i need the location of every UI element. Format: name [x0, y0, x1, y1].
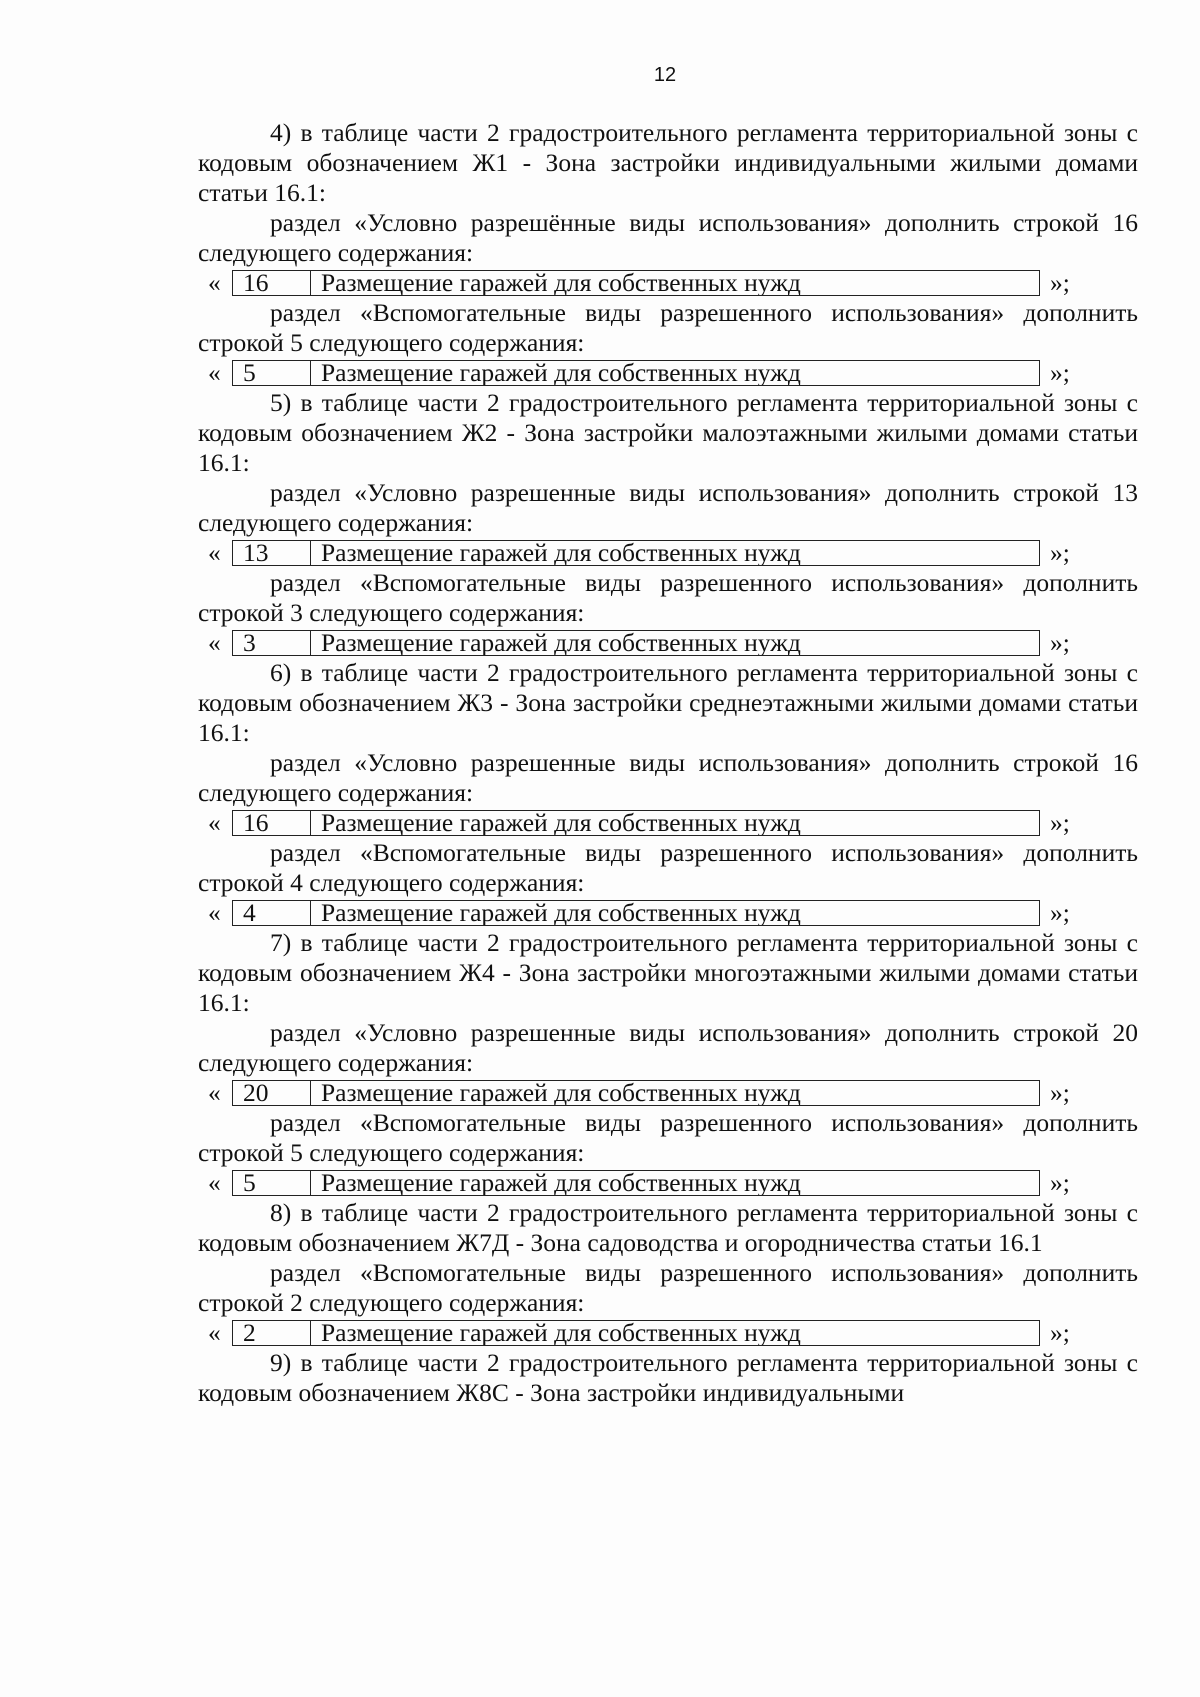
table-row-box	[232, 270, 1040, 296]
inserted-table-row	[208, 628, 1138, 658]
closing-quote: »;	[1050, 1078, 1070, 1107]
paragraph: раздел «Вспомогательные виды разрешенного использования» дополнить строкой 5 следующего содержания:	[198, 1108, 1138, 1167]
page-number: 12	[653, 64, 677, 86]
closing-quote: »;	[1050, 808, 1070, 837]
row-text-cell: Размещение гаражей для собственных нужд	[321, 1321, 801, 1345]
inserted-table-row	[208, 358, 1138, 388]
opening-quote: «	[208, 268, 221, 297]
table-row-box	[232, 630, 1040, 656]
closing-quote: »;	[1050, 898, 1070, 927]
paragraph: раздел «Условно разрешенные виды использования» дополнить строкой 16 следующего содержания:	[198, 748, 1138, 807]
paragraph: раздел «Условно разрешенные виды использования» дополнить строкой 20 следующего содержания:	[198, 1018, 1138, 1077]
row-text-cell: Размещение гаражей для собственных нужд	[321, 541, 801, 565]
paragraph: 8) в таблице части 2 градостроительного регламента территориальной зоны с кодовым обозначением Ж7Д - Зона садоводства и огородничества статьи 16.1	[198, 1198, 1138, 1257]
opening-quote: «	[208, 1078, 221, 1107]
paragraph: раздел «Вспомогательные виды разрешенного использования» дополнить строкой 4 следующего содержания:	[198, 838, 1138, 897]
inserted-table-row	[208, 898, 1138, 928]
opening-quote: «	[208, 808, 221, 837]
table-row-box	[232, 810, 1040, 836]
row-number-cell: 20	[233, 1081, 311, 1105]
row-text-cell: Размещение гаражей для собственных нужд	[321, 1171, 801, 1195]
closing-quote: »;	[1050, 358, 1070, 387]
row-number-cell: 5	[233, 1171, 311, 1195]
document-body	[198, 118, 1138, 1408]
table-row-box	[232, 360, 1040, 386]
paragraph: 4) в таблице части 2 градостроительного регламента территориальной зоны с кодовым обозначением Ж1 - Зона застройки индивидуальными жилыми домами статьи 16.1:	[198, 118, 1138, 207]
row-text-cell: Размещение гаражей для собственных нужд	[321, 361, 801, 385]
closing-quote: »;	[1050, 628, 1070, 657]
inserted-table-row	[208, 1168, 1138, 1198]
inserted-table-row	[208, 1318, 1138, 1348]
opening-quote: «	[208, 358, 221, 387]
row-text-cell: Размещение гаражей для собственных нужд	[321, 631, 801, 655]
paragraph: 7) в таблице части 2 градостроительного регламента территориальной зоны с кодовым обозначением Ж4 - Зона застройки многоэтажными жилыми домами статьи 16.1:	[198, 928, 1138, 1017]
row-number-cell: 4	[233, 901, 311, 925]
paragraph: 5) в таблице части 2 градостроительного регламента территориальной зоны с кодовым обозначением Ж2 - Зона застройки малоэтажными жилыми домами статьи 16.1:	[198, 388, 1138, 477]
row-number-cell: 16	[233, 811, 311, 835]
table-row-box	[232, 1170, 1040, 1196]
closing-quote: »;	[1050, 538, 1070, 567]
inserted-table-row	[208, 1078, 1138, 1108]
table-row-box	[232, 1080, 1040, 1106]
paragraph: раздел «Вспомогательные виды разрешенного использования» дополнить строкой 3 следующего содержания:	[198, 568, 1138, 627]
paragraph: раздел «Вспомогательные виды разрешенного использования» дополнить строкой 2 следующего содержания:	[198, 1258, 1138, 1317]
row-text-cell: Размещение гаражей для собственных нужд	[321, 901, 801, 925]
table-row-box	[232, 540, 1040, 566]
closing-quote: »;	[1050, 1318, 1070, 1347]
closing-quote: »;	[1050, 1168, 1070, 1197]
row-text-cell: Размещение гаражей для собственных нужд	[321, 1081, 801, 1105]
table-row-box	[232, 900, 1040, 926]
opening-quote: «	[208, 898, 221, 927]
paragraph: раздел «Условно разрешенные виды использования» дополнить строкой 13 следующего содержания:	[198, 478, 1138, 537]
inserted-table-row	[208, 808, 1138, 838]
opening-quote: «	[208, 1168, 221, 1197]
row-number-cell: 2	[233, 1321, 311, 1345]
inserted-table-row	[208, 268, 1138, 298]
row-number-cell: 13	[233, 541, 311, 565]
table-row-box	[232, 1320, 1040, 1346]
row-text-cell: Размещение гаражей для собственных нужд	[321, 271, 801, 295]
row-number-cell: 5	[233, 361, 311, 385]
opening-quote: «	[208, 538, 221, 567]
closing-quote: »;	[1050, 268, 1070, 297]
paragraph: 9) в таблице части 2 градостроительного регламента территориальной зоны с кодовым обозначением Ж8С - Зона застройки индивидуальными	[198, 1348, 1138, 1407]
row-text-cell: Размещение гаражей для собственных нужд	[321, 811, 801, 835]
opening-quote: «	[208, 628, 221, 657]
row-number-cell: 3	[233, 631, 311, 655]
opening-quote: «	[208, 1318, 221, 1347]
paragraph: раздел «Условно разрешённые виды использования» дополнить строкой 16 следующего содержания:	[198, 208, 1138, 267]
paragraph: 6) в таблице части 2 градостроительного регламента территориальной зоны с кодовым обозначением Ж3 - Зона застройки среднеэтажными жилыми домами статьи 16.1:	[198, 658, 1138, 747]
inserted-table-row	[208, 538, 1138, 568]
paragraph: раздел «Вспомогательные виды разрешенного использования» дополнить строкой 5 следующего содержания:	[198, 298, 1138, 357]
row-number-cell: 16	[233, 271, 311, 295]
